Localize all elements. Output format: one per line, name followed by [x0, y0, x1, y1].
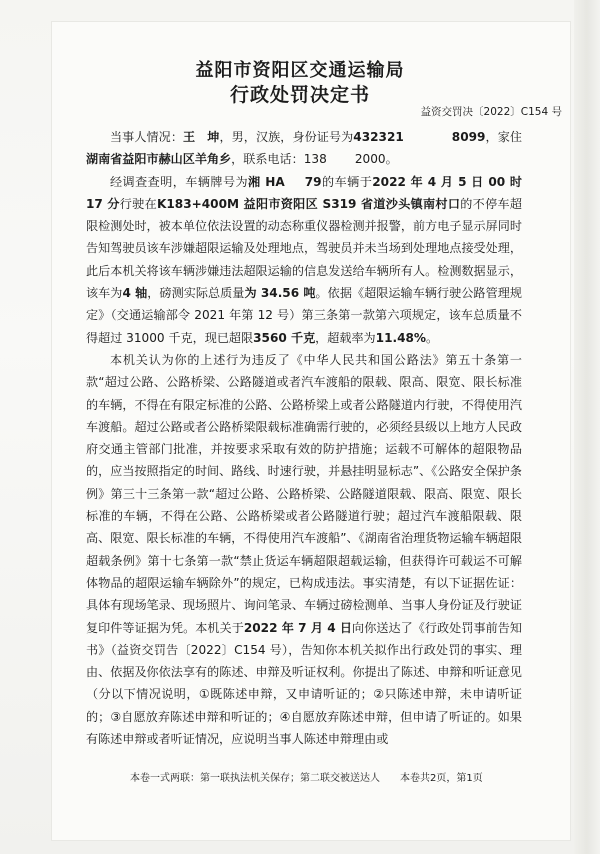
legal-text-2: 向你送达了《行政处罚事前告知书》（益资交罚告〔2022〕C154 号），告知你本机关拟作出行政处罚的事实、理由、依据及你依法享有的陈述、申辩及听证权利。你提出了陈述、申辩和听证意见（分以下情况说明，①既陈述申辩，又申请听证的；②只陈述申辩，未申请听证的；③自愿放弃陈述申辩和听证的；④自愿放弃陈述申辩，但申请了听证的。如果有陈述申辩或者听证情况，应说明当事人陈述申辩理由或 [86, 620, 522, 747]
issuing-organization: 益阳市资阳区交通运输局 [195, 60, 405, 81]
party-phone-label: ，联系电话： [231, 152, 304, 167]
facts-text-2: 的车辆于 [321, 174, 373, 189]
party-id-start: 432321 [353, 130, 404, 144]
document-number: 益资交罚决〔2022〕C154 号 [420, 106, 562, 118]
party-end: 。 [385, 152, 398, 167]
party-address: 湖南省益阳市赫山区羊角乡 [86, 152, 232, 167]
facts-text-5: ，磅测实际总质量 [147, 286, 245, 301]
overweight-kg: 3560 千克 [253, 330, 316, 345]
party-phone-end: 2000 [354, 152, 386, 167]
plate-suffix: 79 [304, 174, 322, 189]
facts-text-1: 经调查查明，车辆牌号为 [110, 174, 249, 189]
party-gender: ，男，汉族，身份证号为 [219, 130, 354, 144]
legal-text-1: 本机关认为你的上述行为违反了《中华人民共和国公路法》第五十条第一款“超过公路、公路桥梁、公路隧道或者汽车渡船的限载、限高、限宽、限长标准的车辆，不得在有限定标准的公路、公路桥梁上或者公路隧道内行驶，不得使用汽车渡船。超过公路或者公路桥梁限载标准确需行驶的，必须经县级以上地方人民政府交通主管部门批准，并按要求采取有效的防护措施；运载不可解体的超限物品的，应当按照指定的时间、路线、时速行驶，并悬挂明显标志”、《公路安全保护条例》第三十三条第一款“超过公路、公路桥梁、公路隧道限载、限高、限宽、限长标准的车辆，不得在公路、公路桥梁或者公路隧道行驶；超过汽车渡船限载、限高、限宽、限长标准的车辆，不得使用汽车渡船”、《湖南省治理货物运输车辆超限超载条例》第十七条第一款“禁止货运车辆超限超载运输，但获得许可载运不可解体物品的超限运输车辆除外”的规定，已构成违法。事实清楚，有以下证据佐证：具体有现场笔录、现场照片、询问笔录、车辆过磅检测单、当事人身份证及行驶证复印件等证据为凭。本机关于 [86, 352, 522, 635]
party-name: 王 坤 [182, 130, 220, 144]
facts-text-6: 。依据《超限运输车辆行驶公路管理规定》（交通运输部令 2021 年第 12 号）第三条第一款第六项规定，该车总质量不得超过 31000 千克，现已超限 [86, 286, 522, 345]
facts-text-4: 的不停车超限检测处时，被本单位依法设置的动态称重仪器检测并报警，前方电子显示屏同时告知驾驶员该车涉嫌超限运输及处理地点，驾驶员并未当场到处理地点接受处理，此后本机关将该车辆涉嫌违法超限运输的信息发送给车辆所有人。检测数据显示，该车为 [86, 196, 522, 301]
document-body [86, 126, 522, 750]
overload-rate: 11.48% [375, 330, 427, 345]
document-title: 行政处罚决定书 [229, 84, 370, 106]
party-label: 当事人情况： [110, 130, 183, 144]
party-paragraph [86, 126, 522, 171]
page-fold-shadow [574, 0, 600, 854]
legal-paragraph [86, 349, 522, 750]
notice-date: 2022 年 7 月 4 日 [243, 620, 353, 635]
party-id-end: 8099 [451, 130, 486, 144]
facts-text-7: ，超载率为 [315, 330, 376, 345]
party-address-prefix: ，家住 [485, 130, 522, 144]
violation-datetime: 2022 年 4 月 5 日 00 时 17 分 [86, 174, 522, 211]
plate-prefix: 湘 HA [248, 174, 285, 189]
violation-location: K183+400M 益阳市资阳区 S319 省道沙头镇南村口 [157, 196, 461, 211]
party-phone-start: 138 [303, 152, 327, 167]
measured-weight: 为 34.56 吨 [244, 286, 316, 301]
facts-paragraph [86, 171, 522, 349]
footer-copies-note: 本卷一式两联：第一联执法机关保存；第二联交被送达人 [130, 773, 380, 784]
footer-page-number: 本卷共2页，第1页 [400, 773, 483, 784]
facts-text-3: 行驶在 [119, 196, 157, 211]
axle-count: 4 轴 [122, 286, 148, 301]
facts-text-8: 。 [426, 330, 439, 345]
